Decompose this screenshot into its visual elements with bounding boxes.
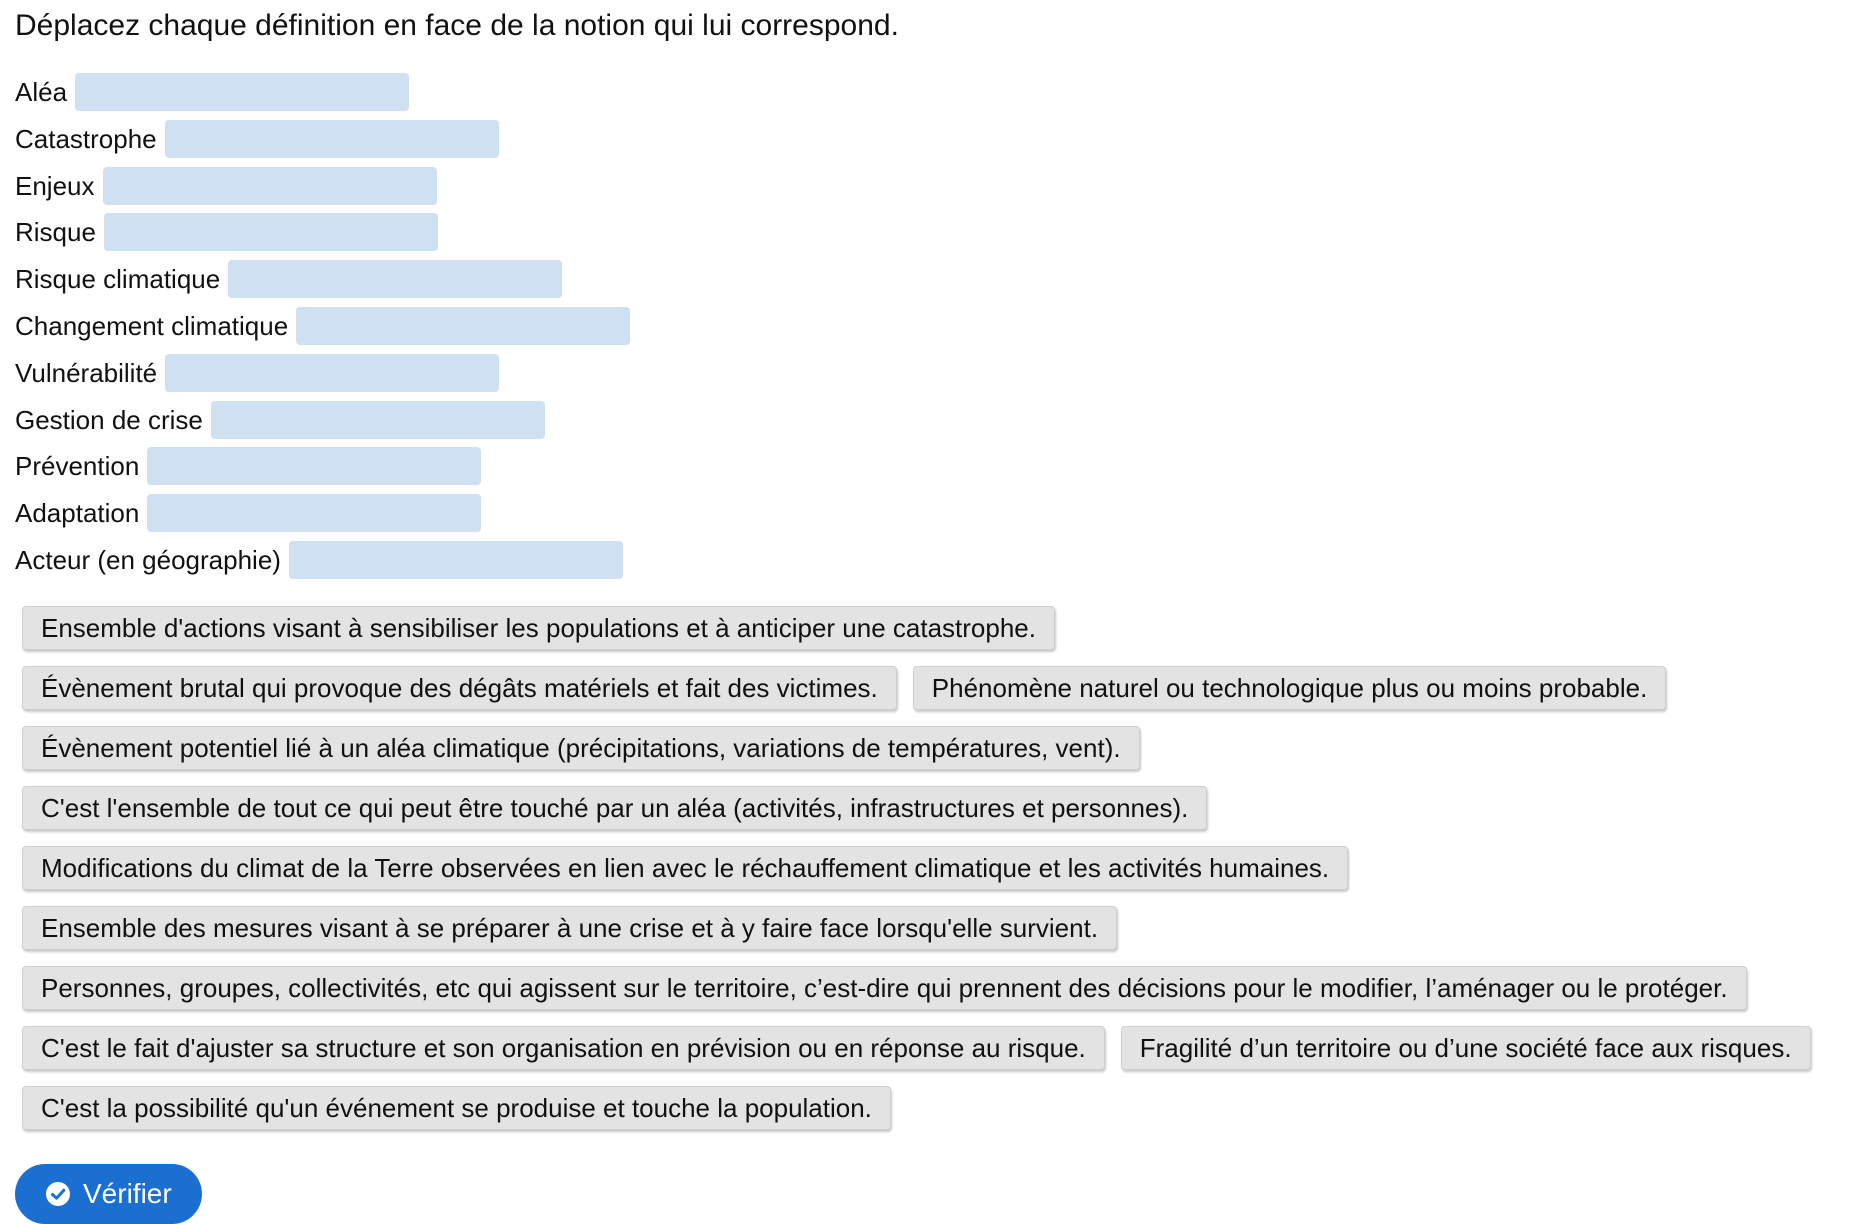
notion-row-alea xyxy=(15,72,630,112)
definition-row xyxy=(22,1086,1862,1130)
definition-row xyxy=(22,786,1862,830)
notion-label: Gestion de crise xyxy=(15,404,203,435)
drop-zone-alea[interactable] xyxy=(75,73,409,111)
definition-row xyxy=(22,666,1862,710)
definition-row xyxy=(22,1026,1862,1070)
notion-row-gestion-de-crise xyxy=(15,400,630,440)
definition-chip[interactable]: Phénomène naturel ou technologique plus ou moins probable. xyxy=(913,666,1667,710)
notion-list xyxy=(15,72,630,587)
notion-row-enjeux xyxy=(15,166,630,206)
notion-label: Risque climatique xyxy=(15,264,221,295)
notion-row-risque xyxy=(15,212,630,252)
notion-row-risque-climatique xyxy=(15,259,630,299)
drop-zone-enjeux[interactable] xyxy=(103,167,437,205)
definition-row xyxy=(22,726,1862,770)
definition-chip[interactable]: Ensemble des mesures visant à se préparer à une crise et à y faire face lorsqu'elle survient. xyxy=(22,906,1117,950)
definition-row xyxy=(22,906,1862,950)
notion-label: Prévention xyxy=(15,451,140,482)
drop-zone-changement-climatique[interactable] xyxy=(296,307,630,345)
definition-chip[interactable]: C'est l'ensemble de tout ce qui peut être touché par un aléa (activités, infrastructures et personnes). xyxy=(22,786,1207,830)
definition-chip[interactable]: Personnes, groupes, collectivités, etc qui agissent sur le territoire, c’est-dire qui prennent des décisions pour le modifier, l’aménager ou le protéger. xyxy=(22,966,1747,1010)
notion-label: Aléa xyxy=(15,77,68,107)
notion-label: Enjeux xyxy=(15,170,95,201)
definition-row xyxy=(22,966,1862,1010)
verify-button-label: Vérifier xyxy=(83,1178,172,1209)
drop-zone-gestion-de-crise[interactable] xyxy=(211,401,545,439)
drop-zone-catastrophe[interactable] xyxy=(165,120,499,158)
drop-zone-vulnerabilite[interactable] xyxy=(165,354,499,392)
drop-zone-risque[interactable] xyxy=(104,213,438,251)
notion-row-changement-climatique xyxy=(15,306,630,346)
drop-zone-acteur[interactable] xyxy=(289,541,623,579)
notion-label: Adaptation xyxy=(15,498,140,529)
definition-bank xyxy=(22,606,1862,1146)
definition-row xyxy=(22,606,1862,650)
drop-zone-risque-climatique[interactable] xyxy=(228,260,562,298)
instruction-text: Déplacez chaque définition en face de la notion qui lui correspond. xyxy=(15,9,899,42)
notion-row-acteur xyxy=(15,540,630,580)
definition-chip[interactable]: C'est la possibilité qu'un événement se produise et touche la population. xyxy=(22,1086,891,1130)
definition-row xyxy=(22,846,1862,890)
notion-row-adaptation xyxy=(15,493,630,533)
notion-row-vulnerabilite xyxy=(15,353,630,393)
notion-label: Catastrophe xyxy=(15,123,157,154)
drop-zone-adaptation[interactable] xyxy=(147,494,481,532)
drop-zone-prevention[interactable] xyxy=(147,447,481,485)
notion-row-prevention xyxy=(15,446,630,486)
definition-chip[interactable]: Évènement potentiel lié à un aléa climatique (précipitations, variations de températures, vent). xyxy=(22,726,1140,770)
check-circle-icon xyxy=(45,1181,71,1207)
definition-chip[interactable]: Fragilité d’un territoire ou d’une société face aux risques. xyxy=(1121,1026,1811,1070)
notion-label: Changement climatique xyxy=(15,310,289,341)
notion-label: Acteur (en géographie) xyxy=(15,544,281,575)
verify-button[interactable] xyxy=(15,1164,202,1224)
notion-row-catastrophe xyxy=(15,119,630,159)
definition-chip[interactable]: Ensemble d'actions visant à sensibiliser les populations et à anticiper une catastrophe. xyxy=(22,606,1055,650)
notion-label: Vulnérabilité xyxy=(15,357,158,388)
definition-chip[interactable]: Évènement brutal qui provoque des dégâts matériels et fait des victimes. xyxy=(22,666,897,710)
definition-chip[interactable]: C'est le fait d'ajuster sa structure et son organisation en prévision ou en réponse au risque. xyxy=(22,1026,1105,1070)
notion-label: Risque xyxy=(15,217,96,248)
definition-chip[interactable]: Modifications du climat de la Terre observées en lien avec le réchauffement climatique et les activités humaines. xyxy=(22,846,1348,890)
